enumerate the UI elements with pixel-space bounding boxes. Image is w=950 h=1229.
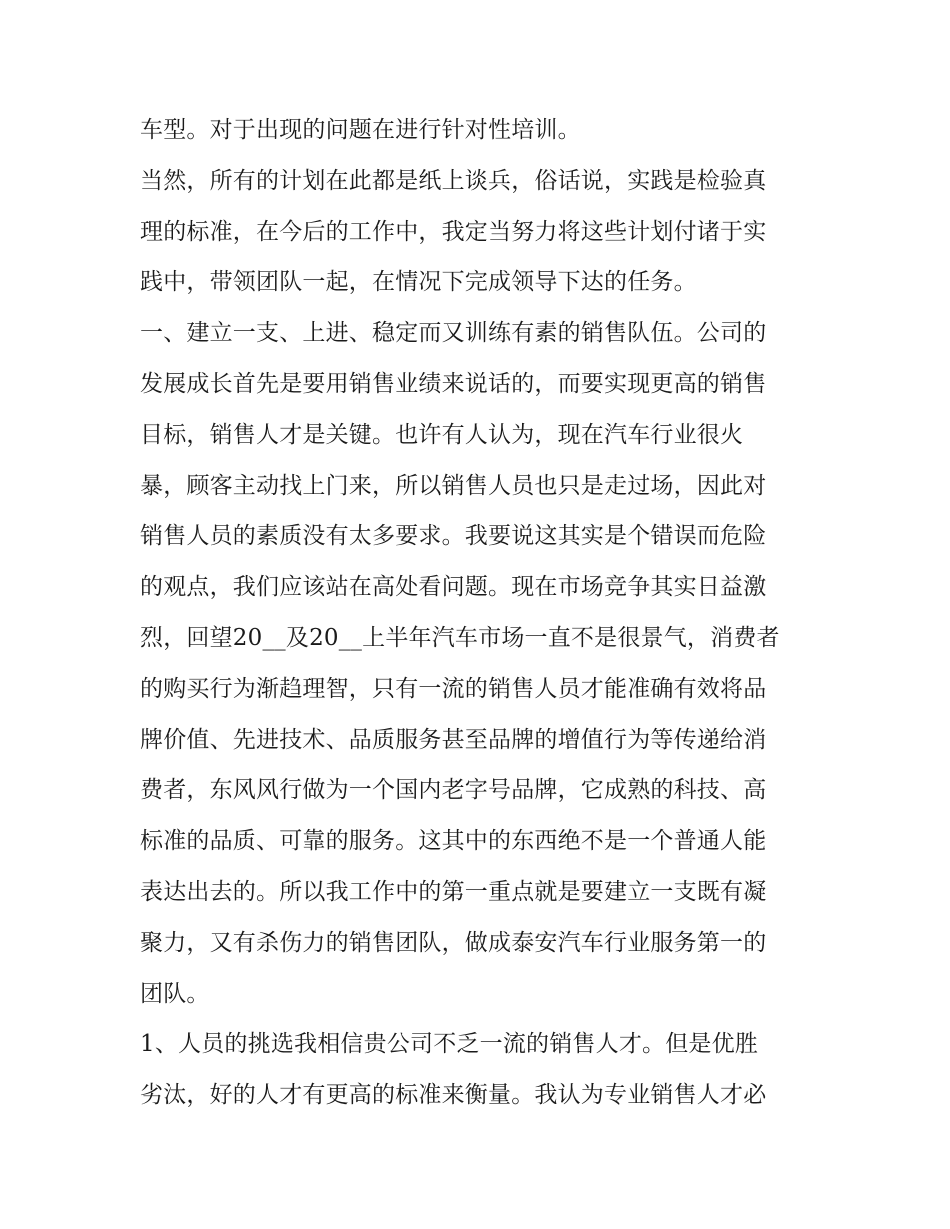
text-line: 车型。对于出现的问题在进行针对性培训。 — [140, 117, 581, 143]
text-line: 的购买行为渐趋理智，只有一流的销售人员才能准确有效将品 — [140, 675, 767, 702]
text-line: 表达出去的。所以我工作中的第一重点就是要建立一支既有凝 — [140, 878, 767, 905]
text-line: 劣汰，好的人才有更高的标准来衡量。我认为专业销售人才必 — [140, 1082, 767, 1109]
text-line: 一、建立一支、上进、稳定而又训练有素的销售队伍。公司的 — [140, 320, 767, 347]
text-line: 践中，带领团队一起，在情况下完成领导下达的任务。 — [140, 269, 697, 296]
text-line: 暴，顾客主动找上门来，所以销售人员也只是走过场，因此对 — [140, 472, 767, 499]
text-line: 聚力，又有杀伤力的销售团队，做成泰安汽车行业服务第一的 — [140, 929, 767, 956]
text-line: 标准的品质、可靠的服务。这其中的东西绝不是一个普通人能 — [140, 828, 767, 855]
text-line: 销售人员的素质没有太多要求。我要说这其实是个错误而危险 — [140, 523, 767, 550]
text-line: 费者，东风风行做为一个国内老字号品牌，它成熟的科技、高 — [140, 777, 767, 804]
text-line: 的观点，我们应该站在高处看问题。现在市场竞争其实日益激 — [140, 574, 767, 601]
text-line: 烈，回望20__及20__上半年汽车市场一直不是很景气，消费者 — [140, 624, 780, 651]
text-line: 团队。 — [140, 980, 210, 1007]
text-line: 1、人员的挑选我相信贵公司不乏一流的销售人才。但是优胜 — [140, 1031, 759, 1058]
text-line: 牌价值、先进技术、品质服务甚至品牌的增值行为等传递给消 — [140, 726, 767, 753]
text-line: 发展成长首先是要用销售业绩来说话的，而要实现更高的销售 — [140, 370, 767, 397]
body-text — [140, 105, 820, 1121]
text-line: 当然，所有的计划在此都是纸上谈兵，俗话说，实践是检验真 — [140, 167, 767, 194]
text-line: 理的标准，在今后的工作中，我定当努力将这些计划付诸于实 — [140, 218, 767, 245]
text-line: 目标，销售人才是关键。也许有人认为，现在汽车行业很火 — [140, 421, 744, 448]
